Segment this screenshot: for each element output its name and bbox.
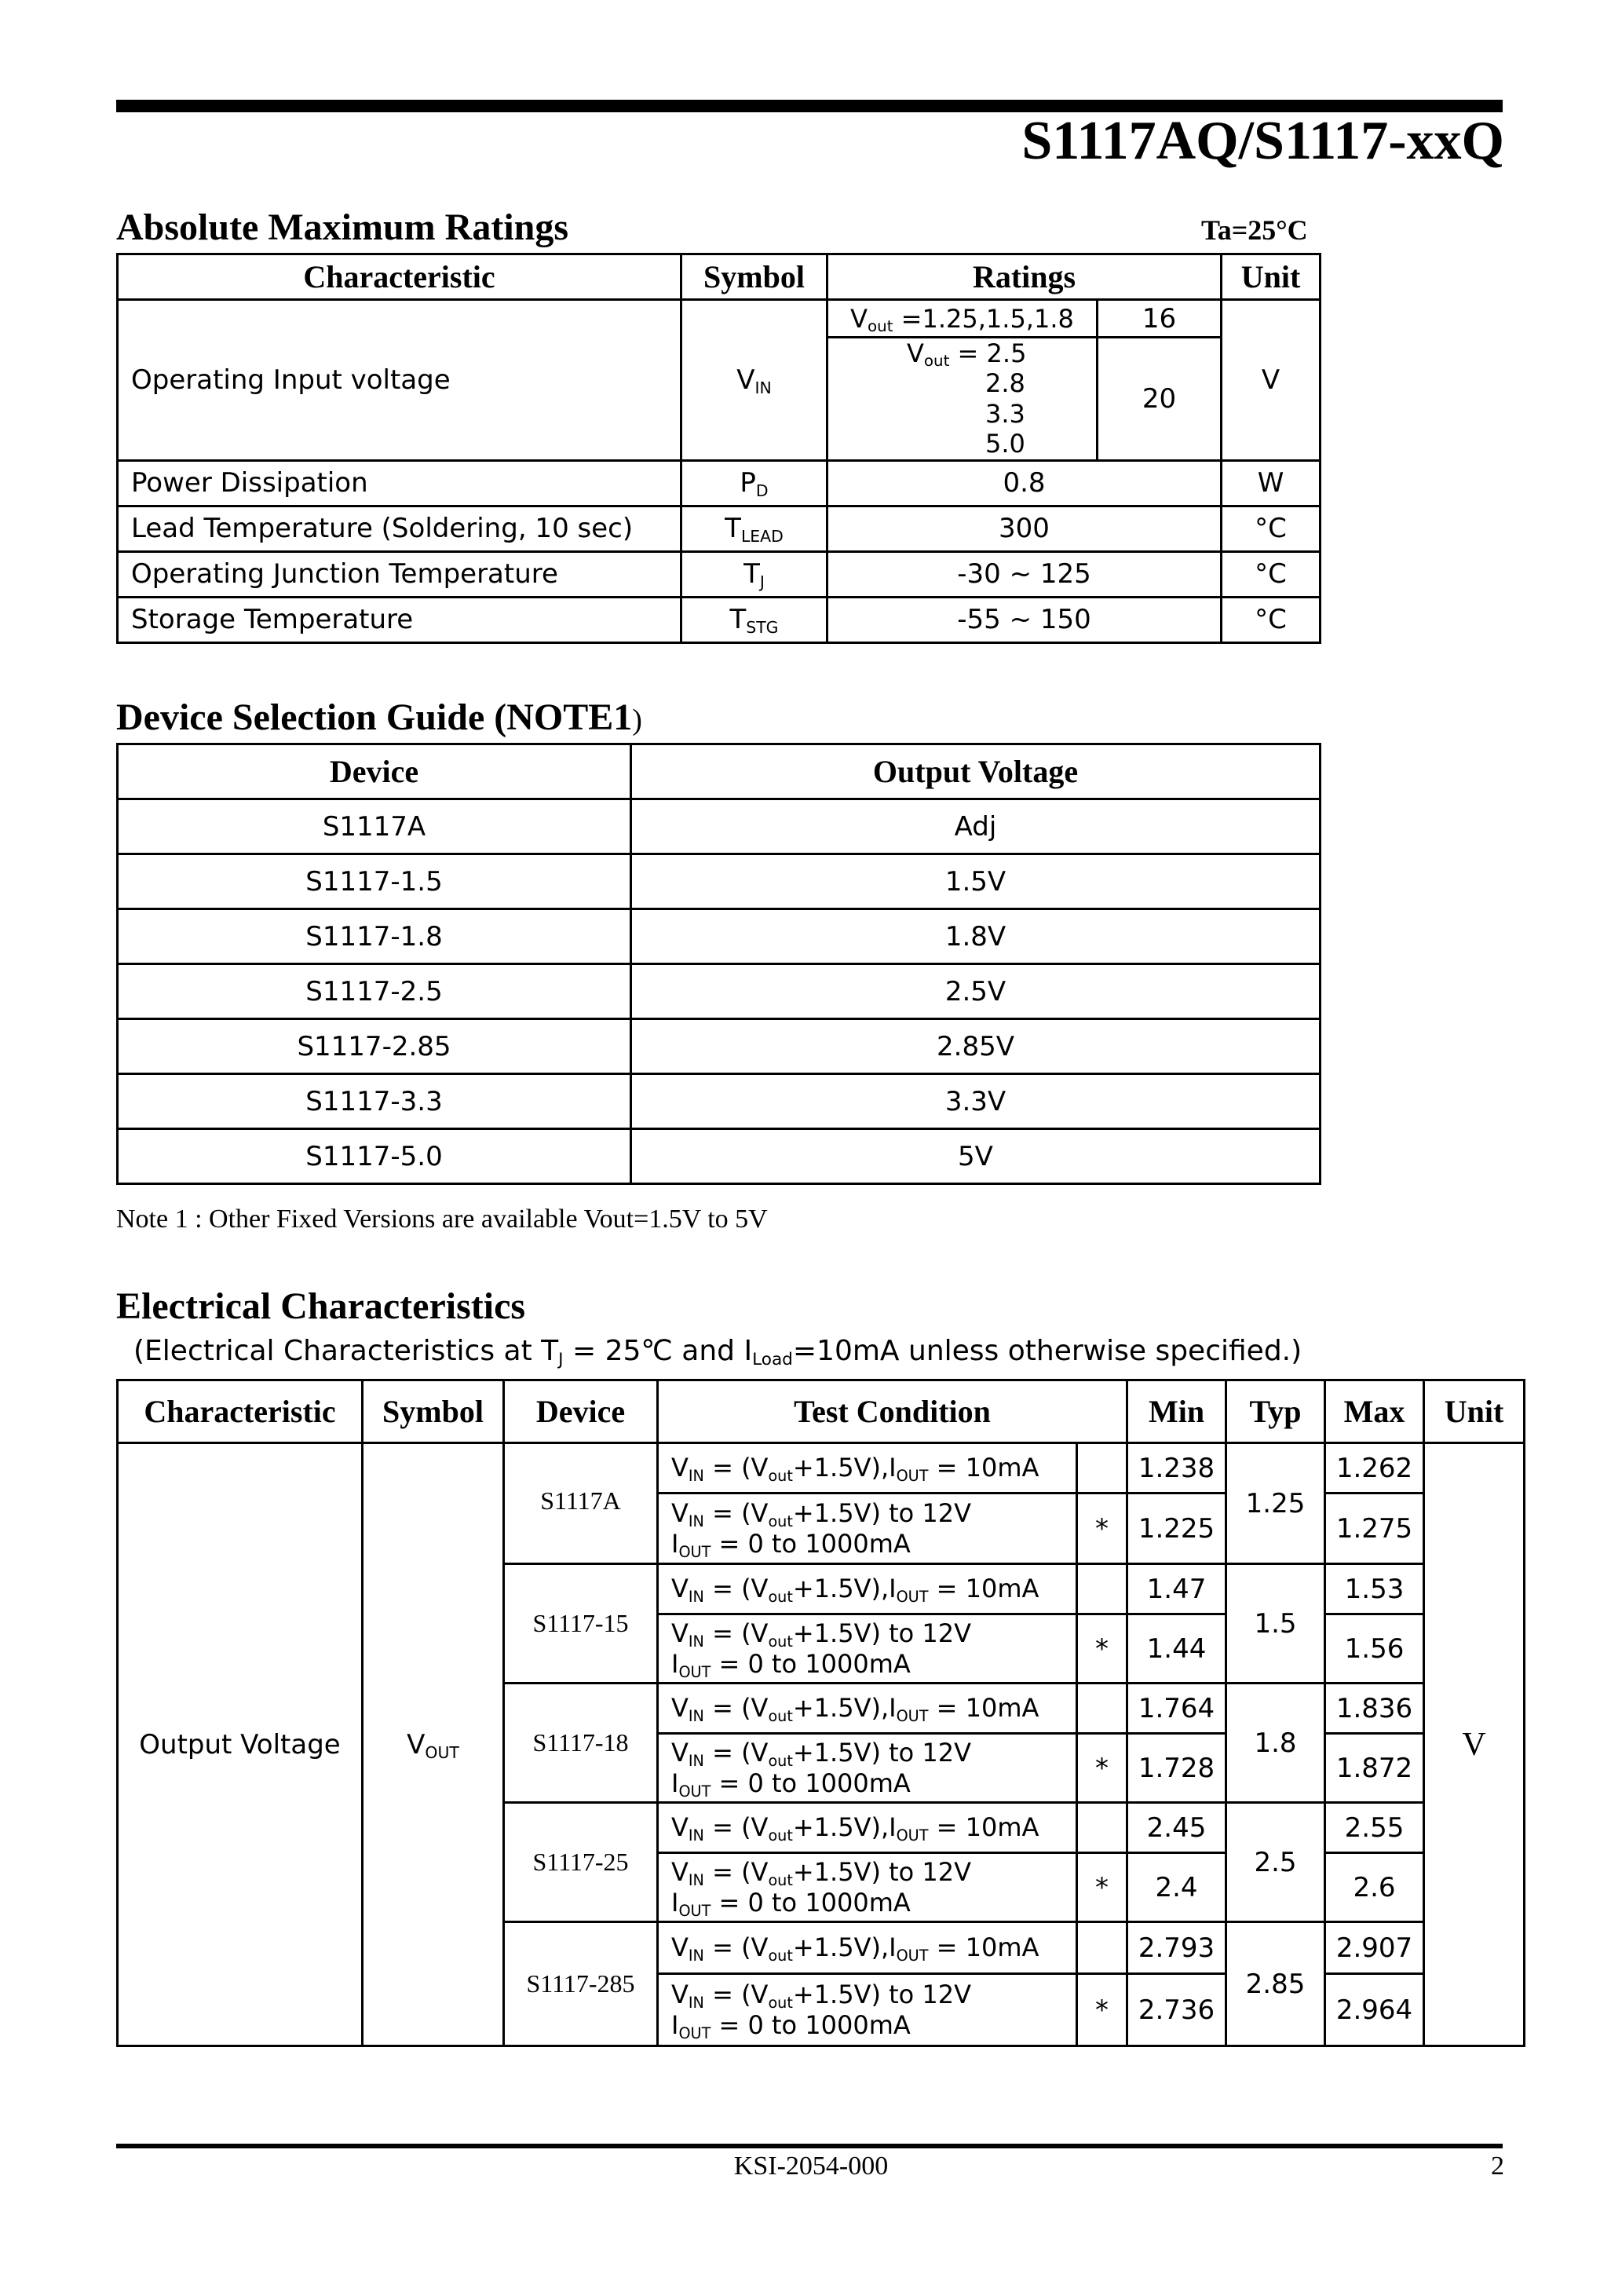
dsg-header-device: Device [118, 744, 631, 799]
dsg-note: Note 1 : Other Fixed Versions are available Vout=1.5V to 5V [116, 1205, 768, 1234]
ec-header-row [118, 1380, 1525, 1443]
page-number: 2 [1491, 2152, 1504, 2181]
dsg-device: S1117-3.3 [118, 1074, 631, 1129]
ec-star: * [1077, 1614, 1127, 1684]
ec-max: 1.53 [1325, 1564, 1424, 1614]
ec-min: 2.45 [1127, 1803, 1226, 1853]
ec-test-condition-1: VIN = (Vout+1.5V),IOUT = 10mA [658, 1684, 1077, 1734]
ec-typ: 1.25 [1226, 1443, 1325, 1564]
ec-max: 1.836 [1325, 1684, 1424, 1734]
dsg-row [118, 1129, 1321, 1184]
dsg-row [118, 799, 1321, 854]
dsg-row [118, 909, 1321, 964]
amr-unit: °C [1222, 597, 1321, 642]
ec-max: 2.907 [1325, 1922, 1424, 1974]
ec-header-test-condition: Test Condition [658, 1380, 1127, 1443]
ec-blank [1077, 1564, 1127, 1614]
amr-header-characteristic: Characteristic [118, 254, 681, 300]
amr-section-title: Absolute Maximum Ratings [116, 207, 569, 248]
amr-vin-characteristic: Operating Input voltage [118, 300, 681, 461]
ec-typ: 2.85 [1226, 1922, 1325, 2046]
dsg-device: S1117A [118, 799, 631, 854]
ec-test-condition-2: VIN = (Vout+1.5V) to 12V IOUT = 0 to 1000mA [658, 1974, 1077, 2046]
ec-test-condition-1: VIN = (Vout+1.5V),IOUT = 10mA [658, 1443, 1077, 1493]
ec-blank [1077, 1803, 1127, 1853]
dsg-device: S1117-2.85 [118, 1019, 631, 1074]
amr-header-ratings: Ratings [827, 254, 1222, 300]
document-number: KSI-2054-000 [733, 2152, 889, 2181]
ec-min: 2.736 [1127, 1974, 1226, 2046]
dsg-voltage: Adj [631, 799, 1321, 854]
dsg-device: S1117-1.8 [118, 909, 631, 964]
ec-header-typ: Typ [1226, 1380, 1325, 1443]
dsg-row [118, 1019, 1321, 1074]
dsg-device: S1117-1.5 [118, 854, 631, 909]
ec-star: * [1077, 1734, 1127, 1803]
ec-test-condition-2: VIN = (Vout+1.5V) to 12V IOUT = 0 to 1000mA [658, 1614, 1077, 1684]
ec-min: 1.44 [1127, 1614, 1226, 1684]
ec-min: 1.764 [1127, 1684, 1226, 1734]
ec-min: 2.793 [1127, 1922, 1226, 1974]
amr-characteristic: Power Dissipation [118, 460, 681, 506]
ec-row [118, 1443, 1525, 1493]
amr-rating: -30 ~ 125 [827, 551, 1222, 597]
ec-test-condition-1: VIN = (Vout+1.5V),IOUT = 10mA [658, 1803, 1077, 1853]
amr-rating: 300 [827, 506, 1222, 551]
dsg-voltage: 5V [631, 1129, 1321, 1184]
dsg-section-title: Device Selection Guide (NOTE1) [116, 696, 642, 738]
amr-symbol: TSTG [681, 597, 827, 642]
ec-typ: 1.5 [1226, 1564, 1325, 1684]
amr-characteristic: Operating Junction Temperature [118, 551, 681, 597]
amr-row [118, 506, 1321, 551]
amr-symbol: PD [681, 460, 827, 506]
ec-max: 2.55 [1325, 1803, 1424, 1853]
ec-header-unit: Unit [1424, 1380, 1525, 1443]
footer-rule [116, 2144, 1503, 2148]
ec-max: 2.964 [1325, 1974, 1424, 2046]
ec-header-device: Device [504, 1380, 658, 1443]
dsg-row [118, 854, 1321, 909]
ec-test-condition-2: VIN = (Vout+1.5V) to 12V IOUT = 0 to 1000mA [658, 1493, 1077, 1564]
dsg-device: S1117-2.5 [118, 964, 631, 1019]
ec-device: S1117-25 [504, 1803, 658, 1922]
ec-min: 1.225 [1127, 1493, 1226, 1564]
ec-typ: 2.5 [1226, 1803, 1325, 1922]
ec-header-symbol: Symbol [363, 1380, 504, 1443]
dsg-header-voltage: Output Voltage [631, 744, 1321, 799]
amr-vin-condition-2: Vout = 2.5 2.8 3.3 5.0 [827, 338, 1098, 461]
amr-vin-unit: V [1222, 300, 1321, 461]
ec-device: S1117-18 [504, 1684, 658, 1803]
amr-unit: °C [1222, 506, 1321, 551]
amr-row [118, 597, 1321, 642]
ec-min: 1.728 [1127, 1734, 1226, 1803]
amr-vin-value-2: 20 [1098, 338, 1222, 461]
amr-row [118, 460, 1321, 506]
ec-min: 1.238 [1127, 1443, 1226, 1493]
amr-rating: -55 ~ 150 [827, 597, 1222, 642]
ec-unit: V [1424, 1443, 1525, 2046]
ec-blank [1077, 1922, 1127, 1974]
amr-symbol: TLEAD [681, 506, 827, 551]
ec-max: 1.275 [1325, 1493, 1424, 1564]
dsg-row [118, 1074, 1321, 1129]
ec-star: * [1077, 1974, 1127, 2046]
amr-header-row [118, 254, 1321, 300]
document-title: S1117AQ/S1117-xxQ [1021, 111, 1504, 171]
amr-vin-symbol: VIN [681, 300, 827, 461]
amr-condition: Ta=25°C [1201, 214, 1308, 246]
ec-condition: (Electrical Characteristics at TJ = 25℃ and ILoad=10mA unless otherwise specified.) [133, 1335, 1302, 1369]
amr-header-unit: Unit [1222, 254, 1321, 300]
ec-typ: 1.8 [1226, 1684, 1325, 1803]
dsg-voltage: 2.5V [631, 964, 1321, 1019]
ec-min: 2.4 [1127, 1853, 1226, 1922]
dsg-voltage: 2.85V [631, 1019, 1321, 1074]
ec-star: * [1077, 1493, 1127, 1564]
ec-blank [1077, 1684, 1127, 1734]
ec-test-condition-2: VIN = (Vout+1.5V) to 12V IOUT = 0 to 1000mA [658, 1734, 1077, 1803]
ec-header-min: Min [1127, 1380, 1226, 1443]
amr-characteristic: Lead Temperature (Soldering, 10 sec) [118, 506, 681, 551]
ec-device: S1117-285 [504, 1922, 658, 2046]
dsg-voltage: 3.3V [631, 1074, 1321, 1129]
amr-row [118, 551, 1321, 597]
ec-test-condition-1: VIN = (Vout+1.5V),IOUT = 10mA [658, 1922, 1077, 1974]
ec-max: 1.872 [1325, 1734, 1424, 1803]
ec-min: 1.47 [1127, 1564, 1226, 1614]
ec-device: S1117A [504, 1443, 658, 1564]
dsg-voltage: 1.5V [631, 854, 1321, 909]
amr-symbol: TJ [681, 551, 827, 597]
ec-max: 1.56 [1325, 1614, 1424, 1684]
ec-device: S1117-15 [504, 1564, 658, 1684]
dsg-device: S1117-5.0 [118, 1129, 631, 1184]
absolute-max-ratings-table [116, 253, 1321, 644]
ec-header-max: Max [1325, 1380, 1424, 1443]
electrical-characteristics-table [116, 1379, 1525, 2047]
amr-header-symbol: Symbol [681, 254, 827, 300]
ec-symbol: VOUT [363, 1443, 504, 2046]
amr-rating: 0.8 [827, 460, 1222, 506]
device-selection-table [116, 743, 1321, 1185]
ec-star: * [1077, 1853, 1127, 1922]
ec-header-characteristic: Characteristic [118, 1380, 363, 1443]
amr-characteristic: Storage Temperature [118, 597, 681, 642]
ec-characteristic: Output Voltage [118, 1443, 363, 2046]
ec-test-condition-2: VIN = (Vout+1.5V) to 12V IOUT = 0 to 1000mA [658, 1853, 1077, 1922]
dsg-header-row [118, 744, 1321, 799]
amr-vin-value-1: 16 [1098, 300, 1222, 338]
ec-max: 1.262 [1325, 1443, 1424, 1493]
ec-section-title: Electrical Characteristics [116, 1285, 526, 1327]
amr-vin-condition-1: Vout =1.25,1.5,1.8 [827, 300, 1098, 338]
dsg-voltage: 1.8V [631, 909, 1321, 964]
ec-blank [1077, 1443, 1127, 1493]
ec-max: 2.6 [1325, 1853, 1424, 1922]
amr-row-vin-a [118, 300, 1321, 338]
amr-unit: W [1222, 460, 1321, 506]
dsg-row [118, 964, 1321, 1019]
ec-test-condition-1: VIN = (Vout+1.5V),IOUT = 10mA [658, 1564, 1077, 1614]
amr-unit: °C [1222, 551, 1321, 597]
